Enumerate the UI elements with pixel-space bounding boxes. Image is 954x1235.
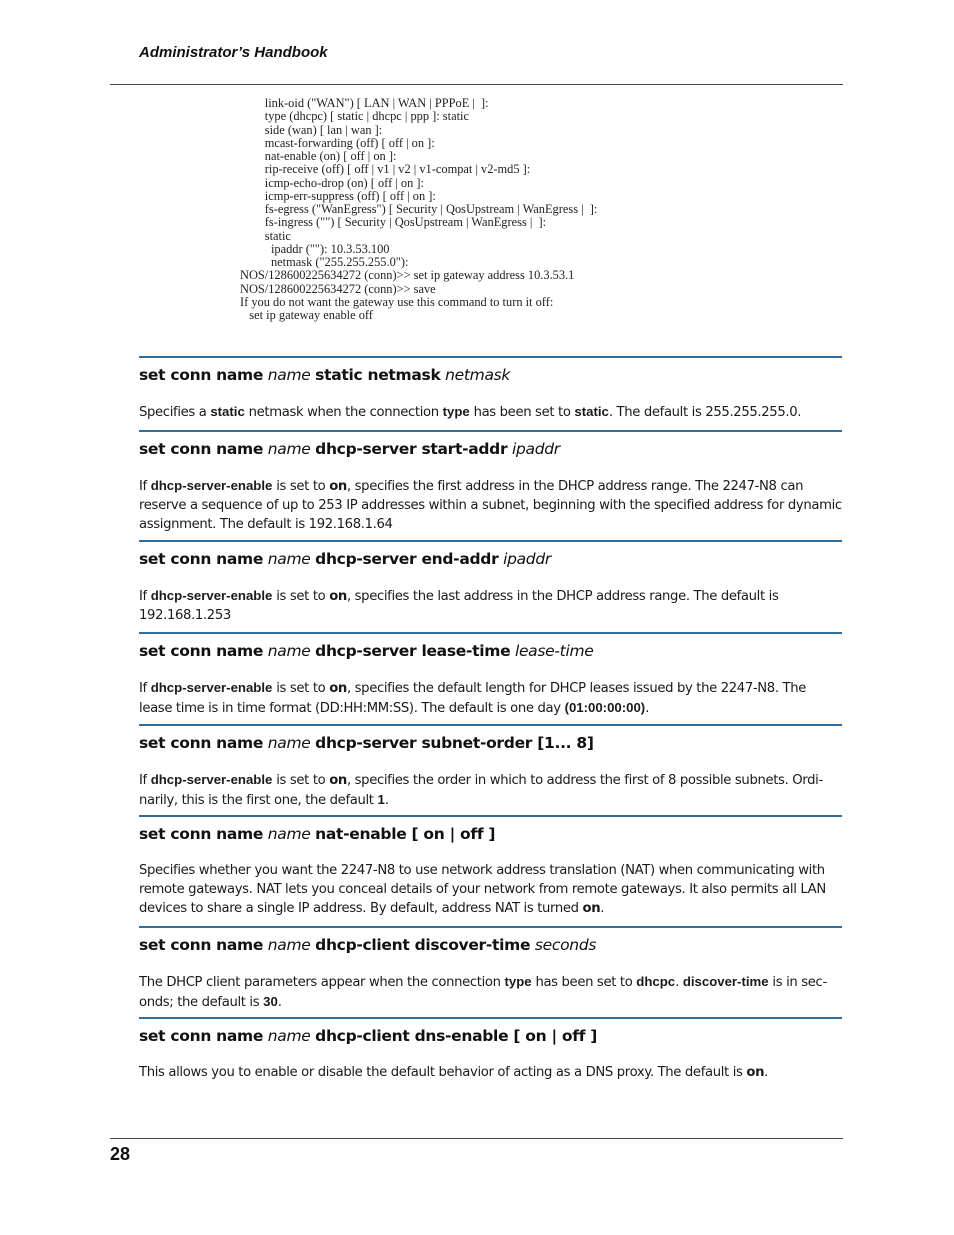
code-line: icmp-err-suppress (off) [ off | on ]: (240, 188, 436, 203)
section-rule (139, 540, 842, 542)
section-rule (139, 1017, 842, 1019)
code-line: If you do not want the gateway use this command to turn it off: (240, 294, 554, 309)
code-line: mcast-forwarding (off) [ off | on ]: (240, 135, 435, 150)
code-line: link-oid ("WAN") [ LAN | WAN | PPPoE | ]: (240, 96, 489, 110)
code-line: side (wan) [ lan | wan ]: (240, 122, 383, 137)
code-line: NOS/128600225634272 (conn)>> set ip gateway address 10.3.53.1 (240, 268, 575, 283)
section-heading: set conn name name dhcp-server subnet-order [1... 8] (139, 734, 594, 752)
code-line: type (dhcpc) [ static | dhcpc | ppp ]: static (240, 109, 469, 124)
section-end-addr (139, 540, 842, 625)
section-rule (139, 724, 842, 726)
code-line: rip-receive (off) [ off | v1 | v2 | v1-compat | v2-md5 ]: (240, 162, 531, 177)
cli-code-block (240, 97, 597, 322)
section-nat-enable (139, 815, 842, 918)
section-dns-enable (139, 1017, 842, 1082)
section-lease-time (139, 632, 842, 718)
code-line: netmask ("255.255.255.0"): (240, 255, 409, 269)
page-number: 28 (110, 1144, 131, 1164)
section-discover-time (139, 926, 842, 1012)
section-rule (139, 430, 842, 432)
code-line: fs-egress ("WanEgress") [ Security | QosUpstream | WanEgress | ]: (240, 202, 598, 216)
section-body: Specifies a static netmask when the connection type has been set to static. The default is 255.255.255.0. (139, 404, 802, 420)
footer-divider (110, 1138, 843, 1139)
section-body: Specifies whether you want the 2247-N8 to use network address translation (NAT) when communicating with remote gateways. NAT lets you conceal details of your network from remote gateways. It also permits all LAN devices to share a single IP address. By default, address NAT is turned on. (139, 863, 826, 916)
section-heading: set conn name name dhcp-client dns-enable [ on | off ] (139, 1027, 598, 1045)
section-body: The DHCP client parameters appear when the connection type has been set to dhcpc. discover-time is in sec-onds; the default is 30. (139, 974, 827, 1010)
section-heading: set conn name name dhcp-client discover-time seconds (139, 936, 597, 954)
code-line: nat-enable (on) [ off | on ]: (240, 149, 397, 163)
code-line: set ip gateway enable off (240, 308, 373, 322)
header-divider (110, 84, 843, 85)
code-line: static (240, 228, 291, 243)
section-body: If dhcp-server-enable is set to on, specifies the order in which to address the first of 8 possible subnets. Ordi-narily, this is the first one, the default 1. (139, 772, 823, 808)
section-heading: set conn name name dhcp-server end-addr ipaddr (139, 550, 551, 568)
section-body: If dhcp-server-enable is set to on, specifies the first address in the DHCP address range. The 2247-N8 can reserve a sequence of up to 253 IP addresses within a subnet, beginning with the specified address for dynamic assignment. The default is 192.168.1.64 (139, 478, 842, 532)
code-line: NOS/128600225634272 (conn)>> save (240, 281, 436, 296)
section-rule (139, 632, 842, 634)
section-heading: set conn name name nat-enable [ on | off ] (139, 825, 496, 843)
running-header: Administrator’s Handbook (139, 44, 328, 61)
section-body: If dhcp-server-enable is set to on, specifies the last address in the DHCP address range. The default is 192.168.1.253 (139, 588, 779, 623)
section-body: This allows you to enable or disable the default behavior of acting as a DNS proxy. The default is on. (139, 1065, 768, 1080)
code-line: ipaddr (""): 10.3.53.100 (240, 241, 390, 256)
section-body: If dhcp-server-enable is set to on, specifies the default length for DHCP leases issued by the 2247-N8. The lease time is in time format (DD:HH:MM:SS). The default is one day (01:00:00:00). (139, 680, 806, 716)
section-start-addr (139, 430, 842, 534)
section-heading: set conn name name static netmask netmask (139, 366, 511, 384)
section-rule (139, 356, 842, 358)
code-line: fs-ingress ("") [ Security | QosUpstream | WanEgress | ]: (240, 215, 547, 230)
section-static-netmask (139, 356, 842, 422)
section-rule (139, 815, 842, 817)
code-line: icmp-echo-drop (on) [ off | on ]: (240, 175, 424, 190)
section-rule (139, 926, 842, 928)
section-subnet-order (139, 724, 842, 810)
section-heading: set conn name name dhcp-server start-addr ipaddr (139, 440, 560, 458)
section-heading: set conn name name dhcp-server lease-time lease-time (139, 642, 594, 660)
